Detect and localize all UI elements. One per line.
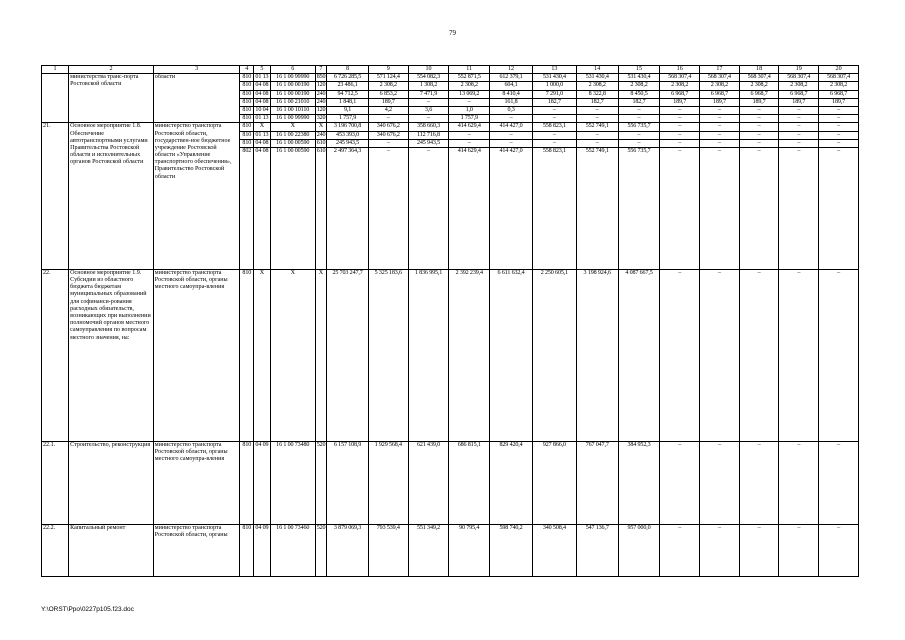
- table-row: [42, 524, 859, 576]
- value-cell: –: [660, 115, 700, 123]
- value-cell: 810: [240, 123, 254, 131]
- value-cell: –: [660, 147, 700, 269]
- header-cell: 10: [408, 66, 449, 74]
- value-cell: 810: [240, 524, 254, 576]
- value-cell: 340 676,2: [368, 123, 408, 131]
- value-cell: 927 866,0: [532, 441, 576, 524]
- value-cell: 2 308,2: [449, 82, 490, 90]
- value-cell: 9,1: [327, 106, 369, 114]
- header-cell: 11: [449, 66, 490, 74]
- value-cell: 6 968,7: [660, 90, 700, 98]
- footer-path: Y:\ORST\Ppo\0227p105.f23.doc: [41, 606, 134, 613]
- value-cell: 189,7: [739, 98, 779, 106]
- value-cell: –: [660, 269, 700, 441]
- header-cell: 17: [700, 66, 740, 74]
- value-cell: 112 716,8: [408, 131, 449, 139]
- value-cell: 414 427,0: [490, 147, 533, 269]
- value-cell: –: [819, 269, 859, 441]
- value-cell: –: [490, 115, 533, 123]
- value-cell: 04 09: [254, 524, 271, 576]
- value-cell: 4 087 667,5: [618, 269, 660, 441]
- value-cell: 6 968,7: [779, 90, 819, 98]
- header-cell: 12: [490, 66, 533, 74]
- value-cell: 2 308,2: [368, 82, 408, 90]
- value-cell: 604,1: [490, 82, 533, 90]
- value-cell: –: [700, 139, 740, 147]
- value-cell: 16 1 00 22380: [270, 131, 315, 139]
- value-cell: 810: [240, 98, 254, 106]
- value-cell: 245 943,5: [327, 139, 369, 147]
- value-cell: 414 629,4: [449, 123, 490, 131]
- value-cell: 16 1 00 73460: [270, 524, 315, 576]
- value-cell: 2 308,2: [660, 82, 700, 90]
- value-cell: 182,7: [576, 98, 618, 106]
- value-cell: 829 420,4: [490, 441, 533, 524]
- value-cell: 610: [316, 139, 326, 146]
- value-cell: –: [779, 131, 819, 139]
- value-cell: 568 307,4: [660, 74, 700, 82]
- value-cell: –: [739, 269, 779, 441]
- value-cell: 520: [315, 441, 326, 524]
- measure-name: министерства транс-порта Ростовской области: [69, 74, 154, 123]
- value-cell: –: [819, 147, 859, 269]
- value-cell: –: [532, 115, 576, 123]
- value-cell: 2 392 239,4: [449, 269, 490, 441]
- value-cell: 23 486,1: [327, 82, 369, 90]
- value-cell: –: [739, 139, 779, 147]
- value-cell: –: [779, 139, 819, 147]
- header-cell: 16: [660, 66, 700, 74]
- value-cell: 189,7: [819, 98, 859, 106]
- value-cell: –: [700, 147, 740, 269]
- value-cell: –: [576, 106, 618, 114]
- value-cell: 810: [240, 74, 254, 82]
- value-cell: 384 952,3: [618, 441, 660, 524]
- value-cell: 2 497 364,3: [327, 147, 369, 269]
- value-cell: –: [618, 106, 660, 114]
- table-row: [42, 123, 859, 131]
- value-cell: 551 349,2: [408, 524, 449, 576]
- value-cell: 621 439,0: [408, 441, 449, 524]
- value-cell: –: [819, 123, 859, 131]
- value-cell: 568 307,4: [779, 74, 819, 82]
- header-cell: 6: [270, 66, 315, 74]
- value-cell: –: [739, 524, 779, 576]
- value-cell: –: [779, 106, 819, 114]
- value-cell: 610: [315, 147, 326, 269]
- header-cell: 3: [153, 66, 240, 74]
- value-cell: –: [739, 131, 779, 139]
- value-cell: –: [532, 106, 576, 114]
- row-number: 22.: [42, 269, 69, 441]
- value-cell: –: [660, 441, 700, 524]
- value-cell: 94 712,5: [327, 90, 369, 98]
- executor-name: министерство транспорта Ростовской области, органы местного самоупра-вления: [153, 441, 240, 524]
- value-cell: X: [270, 269, 315, 441]
- value-cell: 810: [240, 82, 254, 90]
- value-cell: 1 000,0: [532, 82, 576, 90]
- value-cell: X: [315, 269, 326, 441]
- value-cell: 558 823,1: [532, 147, 576, 269]
- value-cell: 6 853,2: [368, 90, 408, 98]
- header-cell: 15: [618, 66, 660, 74]
- value-cell: 161,8: [490, 98, 533, 106]
- value-cell: 01 13: [255, 131, 269, 138]
- value-cell: –: [449, 131, 490, 139]
- value-cell: 810: [240, 90, 254, 98]
- value-cell: 6 968,7: [819, 90, 859, 98]
- value-cell: 6 157 108,9: [327, 441, 369, 524]
- value-cell: 1 308,2: [408, 82, 449, 90]
- value-cell: –: [660, 524, 700, 576]
- value-cell: 1,0: [449, 106, 490, 114]
- value-cell: 16 1 00 73480: [270, 441, 315, 524]
- table-body: [42, 74, 859, 577]
- value-cell: –: [490, 139, 533, 147]
- value-cell: 182,7: [618, 98, 660, 106]
- page-number: 79: [449, 29, 456, 37]
- value-cell: 957 000,0: [618, 524, 660, 576]
- value-cell: 414 629,4: [449, 147, 490, 269]
- value-cell: –: [618, 115, 660, 123]
- value-cell: –: [408, 98, 449, 106]
- value-cell: 2 308,2: [779, 82, 819, 90]
- value-cell: 16 1 00 99990: [270, 74, 315, 82]
- value-cell: –: [819, 131, 859, 139]
- value-cell: 16 1 00 00190: [270, 90, 315, 98]
- value-cell: 810: [240, 269, 254, 441]
- value-cell: –: [660, 106, 700, 114]
- value-cell: 189,7: [779, 98, 819, 106]
- value-cell: –: [576, 139, 618, 147]
- value-cell: –: [739, 441, 779, 524]
- header-row: [42, 66, 859, 74]
- value-cell: 8 322,8: [576, 90, 618, 98]
- value-cell: 4,2: [368, 106, 408, 114]
- value-cell: –: [819, 524, 859, 576]
- value-cell: 531 430,4: [618, 74, 660, 82]
- value-cell: –: [532, 131, 576, 139]
- value-cell: X: [315, 123, 326, 131]
- value-cell: –: [576, 131, 618, 139]
- value-cell: 25 703 247,7: [327, 269, 369, 441]
- value-cell: –: [449, 98, 490, 106]
- value-cell: –: [819, 106, 859, 114]
- value-cell: –: [449, 139, 490, 147]
- value-cell: 04 09: [254, 441, 271, 524]
- value-cell: –: [618, 139, 660, 147]
- value-cell: 2 308,2: [576, 82, 618, 90]
- value-cell: –: [700, 131, 740, 139]
- value-cell: 16 1 00 00590: [270, 147, 315, 269]
- header-cell: 7: [315, 66, 326, 74]
- table-row: [42, 74, 859, 82]
- value-cell: 189,7: [368, 98, 408, 106]
- value-cell: 6 726 285,5: [327, 74, 369, 82]
- executor-name: области: [153, 74, 240, 123]
- value-cell: 520: [315, 524, 326, 576]
- value-cell: 558 823,1: [532, 123, 576, 131]
- value-cell: 04 08: [255, 139, 269, 146]
- value-cell: 552 749,1: [576, 123, 618, 131]
- value-cell: 414 427,0: [490, 123, 533, 131]
- value-cell: 2 250 605,1: [532, 269, 576, 441]
- value-cell: 3 196 700,8: [327, 123, 369, 131]
- value-cell: –: [408, 115, 449, 123]
- header-cell: 19: [779, 66, 819, 74]
- value-cell: –: [700, 441, 740, 524]
- value-cell: 1 757,9: [327, 115, 369, 123]
- measure-name: Основное мероприятие 1.8. Обеспечение автотранспортными услугами Правительства Ростовской области и исполнительных органов Ростовской области: [69, 123, 154, 270]
- header-cell: 18: [739, 66, 779, 74]
- value-cell: –: [576, 115, 618, 123]
- value-cell: 16 1 00 00190: [270, 82, 315, 90]
- value-cell: 04 08: [254, 147, 271, 269]
- value-cell: 16 1 00 10110: [270, 106, 315, 114]
- value-cell: –: [660, 139, 700, 147]
- value-cell: 13 069,2: [449, 90, 490, 98]
- value-cell: –: [368, 115, 408, 123]
- value-cell: –: [819, 441, 859, 524]
- value-cell: 240: [316, 90, 326, 97]
- value-cell: 10 04: [255, 106, 269, 113]
- value-cell: 1 836 995,1: [408, 269, 449, 441]
- value-cell: 189,7: [700, 98, 740, 106]
- header-cell: 20: [819, 66, 859, 74]
- value-cell: 1 929 568,4: [368, 441, 408, 524]
- value-cell: –: [819, 139, 859, 147]
- value-cell: –: [700, 524, 740, 576]
- value-cell: 802: [240, 147, 254, 269]
- measure-name: Основное мероприятие 1.9. Субсидии из областного бюджета бюджетам муниципальных образований для софинанси-рования расходных обязательств, возникающих при выполнении полномочий органов местного самоуправления по вопросам местного значения, на:: [69, 269, 154, 441]
- value-cell: –: [739, 115, 779, 123]
- value-cell: –: [368, 147, 408, 269]
- value-cell: 568 307,4: [819, 74, 859, 82]
- value-cell: 6 611 632,4: [490, 269, 533, 441]
- value-cell: –: [700, 115, 740, 123]
- header-cell: 13: [532, 66, 576, 74]
- header-cell: 1: [42, 66, 69, 74]
- executor-name: министерство транспорта Ростовской области, органы: [153, 524, 240, 576]
- value-cell: –: [739, 147, 779, 269]
- value-cell: X: [270, 123, 315, 131]
- value-cell: 240: [316, 131, 326, 138]
- value-cell: 568 307,4: [700, 74, 740, 82]
- value-cell: X: [254, 269, 271, 441]
- value-cell: 556 735,7: [618, 147, 660, 269]
- value-cell: 240: [316, 98, 326, 105]
- table-row: [42, 269, 859, 441]
- value-cell: 793 539,4: [368, 524, 408, 576]
- value-cell: 01 13: [255, 115, 269, 122]
- value-cell: 686 815,1: [449, 441, 490, 524]
- measure-name: Капитальный ремонт: [69, 524, 154, 576]
- budget-table: [41, 65, 859, 577]
- header-cell: 2: [69, 66, 154, 74]
- value-cell: 340 508,4: [532, 524, 576, 576]
- header-cell: 9: [368, 66, 408, 74]
- value-cell: 2 308,2: [700, 82, 740, 90]
- row-number: 21.: [42, 123, 69, 270]
- value-cell: 04 08: [255, 90, 269, 97]
- value-cell: 182,7: [532, 98, 576, 106]
- value-cell: 598 740,2: [490, 524, 533, 576]
- value-cell: 2 308,2: [618, 82, 660, 90]
- value-cell: 556 735,7: [618, 123, 660, 131]
- header-cell: 8: [327, 66, 369, 74]
- header-cell: 4: [240, 66, 254, 74]
- value-cell: 1 757,9: [449, 115, 490, 123]
- value-cell: 8 450,5: [618, 90, 660, 98]
- value-cell: 90 795,4: [449, 524, 490, 576]
- value-cell: 04 08: [255, 98, 269, 105]
- executor-name: министерство транспорта Ростовской области, органы местного самоупра-вления: [153, 269, 240, 441]
- measure-name: Строительство, реконструкция: [69, 441, 154, 524]
- value-cell: –: [779, 524, 819, 576]
- value-cell: 531 430,4: [576, 74, 618, 82]
- value-cell: 810: [240, 115, 254, 123]
- value-cell: –: [532, 139, 576, 147]
- value-cell: 531 430,4: [532, 74, 576, 82]
- value-cell: 16 1 00 99990: [270, 115, 315, 123]
- value-cell: 3,6: [408, 106, 449, 114]
- value-cell: 3 879 069,3: [327, 524, 369, 576]
- row-number: 22.1.: [42, 441, 69, 524]
- value-cell: –: [819, 115, 859, 123]
- value-cell: –: [660, 131, 700, 139]
- value-cell: 810: [240, 131, 254, 139]
- executor-name: министерство транспорта Ростовской области, государствен-ное бюджетное учреждение Ростовской области «Управление транспортного обеспечения», Правительство Ростовской области: [153, 123, 240, 270]
- value-cell: 547 136,7: [576, 524, 618, 576]
- value-cell: –: [700, 106, 740, 114]
- value-cell: 0,3: [490, 106, 533, 114]
- header-cell: 5: [254, 66, 271, 74]
- value-cell: –: [700, 269, 740, 441]
- table-row: [42, 441, 859, 524]
- value-cell: –: [779, 269, 819, 441]
- value-cell: –: [779, 147, 819, 269]
- value-cell: 568 307,4: [739, 74, 779, 82]
- value-cell: 552 749,1: [576, 147, 618, 269]
- value-cell: –: [408, 147, 449, 269]
- value-cell: 189,7: [660, 98, 700, 106]
- value-cell: –: [368, 139, 408, 147]
- value-cell: –: [739, 123, 779, 131]
- header-cell: 14: [576, 66, 618, 74]
- value-cell: 16 1 00 21010: [270, 98, 315, 106]
- value-cell: –: [700, 123, 740, 131]
- value-cell: –: [618, 131, 660, 139]
- row-number: [42, 74, 69, 123]
- value-cell: 340 676,2: [368, 131, 408, 139]
- value-cell: 810: [240, 106, 254, 114]
- value-cell: 767 047,7: [576, 441, 618, 524]
- value-cell: 358 660,3: [408, 123, 449, 131]
- value-cell: 810: [240, 139, 254, 147]
- value-cell: 5 325 183,6: [368, 269, 408, 441]
- value-cell: –: [779, 115, 819, 123]
- value-cell: 7 471,9: [408, 90, 449, 98]
- value-cell: 7 291,0: [532, 90, 576, 98]
- value-cell: 850: [316, 74, 326, 81]
- value-cell: 245 943,5: [408, 139, 449, 147]
- value-cell: 453 393,0: [327, 131, 369, 139]
- value-cell: X: [254, 123, 271, 131]
- table-wrapper: [41, 65, 859, 577]
- value-cell: 612 379,1: [490, 74, 533, 82]
- value-cell: 3 198 924,6: [576, 269, 618, 441]
- value-cell: 571 124,4: [368, 74, 408, 82]
- value-cell: 16 1 00 00590: [270, 139, 315, 147]
- value-cell: 04 08: [255, 82, 269, 89]
- value-cell: –: [660, 123, 700, 131]
- value-cell: –: [779, 441, 819, 524]
- value-cell: 120: [316, 82, 326, 89]
- value-cell: 554 082,3: [408, 74, 449, 82]
- value-cell: 2 308,2: [739, 82, 779, 90]
- value-cell: 1 848,1: [327, 98, 369, 106]
- value-cell: –: [490, 131, 533, 139]
- value-cell: –: [739, 106, 779, 114]
- value-cell: 6 968,7: [739, 90, 779, 98]
- value-cell: 810: [240, 441, 254, 524]
- value-cell: 8 410,4: [490, 90, 533, 98]
- value-cell: 320: [316, 115, 326, 122]
- value-cell: 120: [316, 106, 326, 113]
- value-cell: 552 871,5: [449, 74, 490, 82]
- value-cell: –: [779, 123, 819, 131]
- row-number: 22.2.: [42, 524, 69, 576]
- value-cell: 2 308,2: [819, 82, 859, 90]
- value-cell: 01 13: [255, 74, 269, 81]
- value-cell: 6 968,7: [700, 90, 740, 98]
